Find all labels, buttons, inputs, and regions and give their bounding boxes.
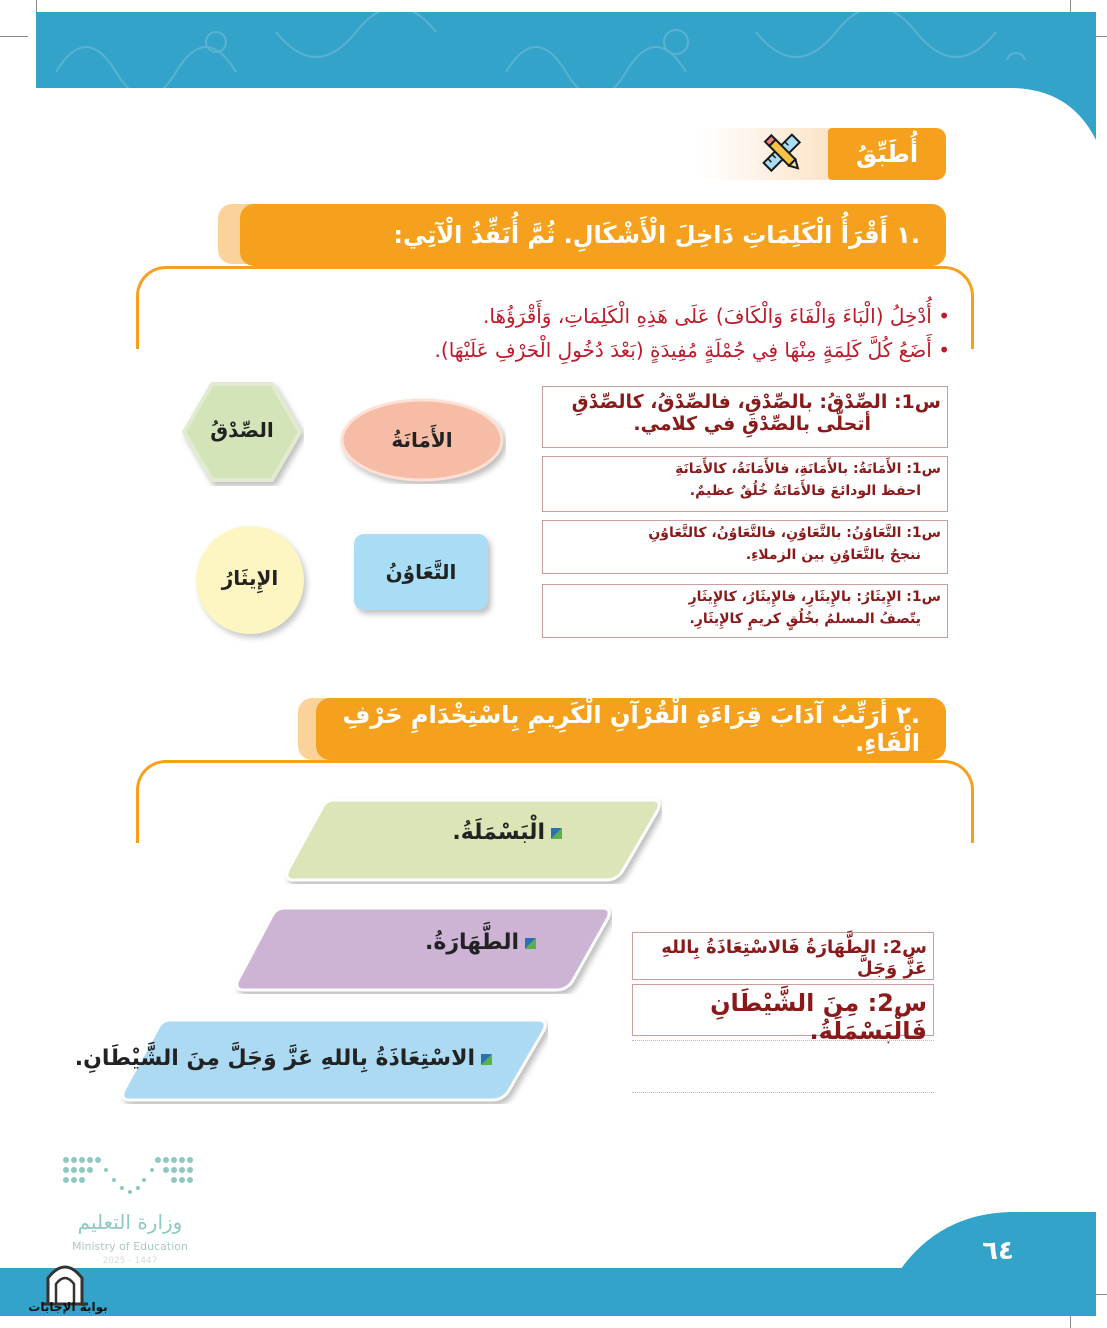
ellipse-label: الأَمَانَةُ — [391, 428, 453, 452]
answer-box: س2: مِنَ الشَّيْطَانِ فَالْبَسْمَلَةُ. — [632, 984, 934, 1036]
circle-shape — [196, 526, 304, 634]
ministry-logo-icon — [62, 1154, 198, 1198]
crop-mark — [0, 36, 28, 37]
footer-band — [0, 1268, 1096, 1316]
ministry-name-english: Ministry of Education — [71, 1240, 188, 1253]
step-card — [74, 1016, 548, 1104]
instruction-bullet: • أَضَعُ كُلَّ كَلِمَةٍ مِنْهَا فِي جُمْلَةٍ مُفِيدَةٍ (بَعْدَ دُخُولِ الْحَرْفِ عَلَيْهَا). — [434, 338, 950, 362]
dotted-line — [632, 1092, 934, 1093]
step-label: الطَّهَارَةُ. — [424, 930, 519, 955]
answer-line: أتحلّى بالصِّدْقِ في كلامي. — [633, 413, 871, 435]
ruler-pencil-icon — [758, 130, 806, 176]
answer-line: س1: الصِّدْقُ: بالصِّدْقِ، فالصِّدْقُ، كالصِّدْقِ — [571, 391, 941, 413]
step-card — [282, 796, 662, 884]
answer-box — [542, 584, 948, 638]
answer-box — [542, 520, 948, 574]
rectangle-shape — [354, 534, 488, 610]
answer-line: س1: التَّعَاوُنُ: بالتَّعَاوُنِ، فالتَّعَاوُنُ، كالتَّعَاوُنِ — [648, 525, 941, 541]
answer-line: احفظ الودائعَ فالأَمَانَةُ خُلُقٌ عظيمٌ. — [689, 483, 921, 499]
practice-tab: أُطَبِّقُ — [828, 128, 946, 180]
answer-line: س1: الأَمَانَةُ: بالأَمَانَةِ، فالأَمَانَةُ، كالأَمَانَةِ — [675, 461, 941, 477]
answer-line: يتّصفُ المسلمُ بخُلُقٍ كريمٍ كالإِيثَارِ. — [689, 611, 921, 627]
dotted-line — [632, 1040, 934, 1041]
ministry-name-arabic: وزارة التعليم — [77, 1210, 183, 1234]
portal-name: بوابة الإجابات — [28, 1300, 108, 1314]
answer-line: ننجحُ بالتَّعَاوُنِ بين الزملاءِ. — [745, 547, 921, 563]
ministry-year: 2025 - 1447 — [102, 1256, 158, 1266]
step-label: الْبَسْمَلَةُ. — [452, 820, 545, 845]
ellipse-shape — [338, 396, 506, 484]
square-bullet-icon — [481, 1054, 492, 1065]
circle-label: الإِيثَارُ — [221, 566, 279, 590]
answer-box: س2: الطَّهَارَةُ فَالاسْتِعَاذَةُ بِاللهِ عَزَّ وَجَلَّ — [632, 932, 934, 980]
step-card — [232, 904, 612, 994]
section2-title: .٢ أُرَتِّبُ آدَابَ قِرَاءَةِ الْقُرْآنِ الْكَرِيمِ بِاسْتِخْدَامِ حَرْفِ الْفَاءِ. — [316, 698, 946, 760]
hexagon-label: الصِّدْقُ — [210, 418, 274, 442]
step-label: الاسْتِعَاذَةُ بِاللهِ عَزَّ وَجَلَّ مِنَ الشَّيْطَانِ. — [74, 1046, 475, 1071]
square-bullet-icon — [525, 938, 536, 949]
hexagon-shape — [180, 378, 304, 486]
answer-box — [542, 386, 948, 448]
rectangle-label: التَّعَاوُنُ — [385, 560, 457, 584]
square-bullet-icon — [551, 828, 562, 839]
answer-line: س1: الإِيثَارُ: بالإِيثَارِ، فالإِيثَارُ، كالإِيثَارِ — [688, 589, 941, 605]
section1-title: .١ أَقْرَأُ الْكَلِمَاتِ دَاخِلَ الْأَشْكَالِ. ثُمَّ أُنَفِّذُ الْآتِي: — [240, 204, 946, 266]
page-number: ٦٤ — [982, 1236, 1014, 1266]
instruction-bullet: • أُدْخِلُ (الْبَاءَ وَالْفَاءَ وَالْكَافَ) عَلَى هَذِهِ الْكَلِمَاتِ، وَأَقْرَؤُهَا. — [483, 304, 950, 328]
answer-box — [542, 456, 948, 512]
